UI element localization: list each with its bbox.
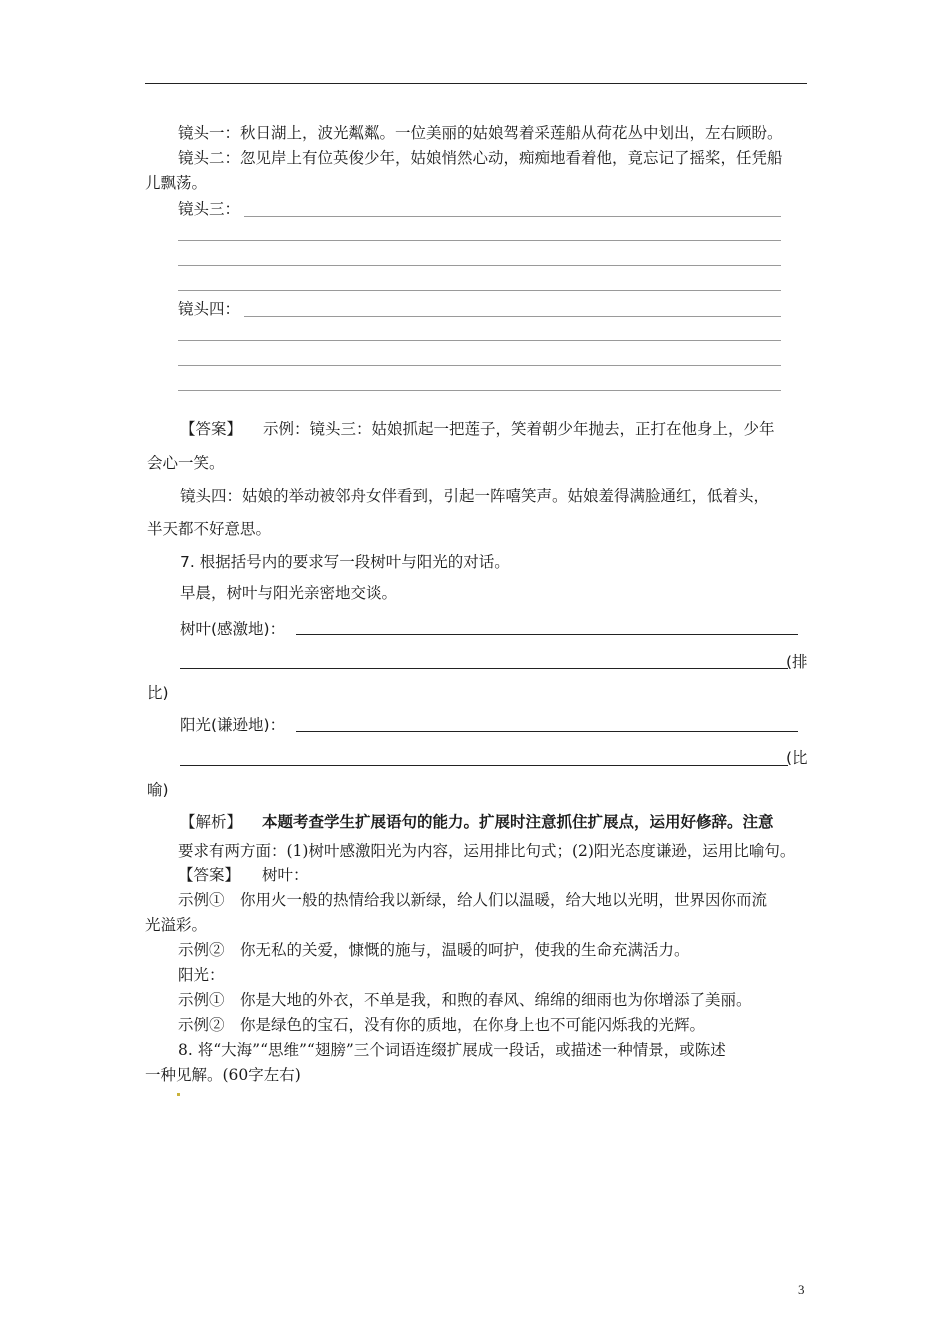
leaf-label: 树叶(感激地)： bbox=[180, 620, 286, 638]
shot-3-label: 镜头三： bbox=[178, 200, 241, 218]
answer-6-line: 示例：镜头三：姑娘抓起一把莲子，笑着朝少年抛去，正打在他身上，少年 bbox=[263, 420, 775, 438]
analysis-text: 本题考查学生扩展语句的能力。扩展时注意抓住扩展点，运用好修辞。注意 bbox=[262, 812, 774, 831]
leaf-answer-line[interactable] bbox=[296, 634, 798, 635]
shot-3-answer-line[interactable] bbox=[244, 216, 781, 217]
question-7-title: 7. 根据括号内的要求写一段树叶与阳光的对话。 bbox=[180, 553, 510, 571]
header-rule bbox=[145, 83, 807, 84]
shot-4-answer-line[interactable] bbox=[178, 365, 781, 366]
leaf-example-2: 示例② 你无私的关爱，慷慨的施与，温暖的呵护，使我的生命充满活力。 bbox=[178, 941, 690, 959]
sun-note: (比 bbox=[786, 749, 808, 767]
answer-7-tag: 【答案】 bbox=[178, 866, 241, 884]
shot-4-answer-line[interactable] bbox=[178, 340, 781, 341]
shot-2-text: 镜头二：忽见岸上有位英俊少年，姑娘悄然心动，痴痴地看着他，竟忘记了摇桨，任凭船 bbox=[178, 149, 783, 167]
stray-mark bbox=[177, 1093, 180, 1096]
shot-4-label: 镜头四： bbox=[178, 300, 241, 318]
sun-label: 阳光(谦逊地)： bbox=[180, 716, 286, 734]
answer-6-tag: 【答案】 bbox=[180, 420, 243, 438]
shot-3-answer-line[interactable] bbox=[178, 240, 781, 241]
page-number: 3 bbox=[798, 1282, 805, 1297]
shot-1-text: 镜头一：秋日湖上，波光粼粼。一位美丽的姑娘驾着采莲船从荷花丛中划出，左右顾盼。 bbox=[178, 124, 783, 142]
shot-2-text-cont: 儿飘荡。 bbox=[145, 174, 208, 192]
leaf-note: (排 bbox=[786, 653, 808, 671]
sun-answer-line[interactable] bbox=[180, 765, 788, 766]
analysis-tag: 【解析】 bbox=[180, 813, 243, 831]
leaf-example-1-cont: 光溢彩。 bbox=[145, 916, 208, 934]
sun-example-2: 示例② 你是绿色的宝石，没有你的质地，在你身上也不可能闪烁我的光辉。 bbox=[178, 1016, 706, 1034]
leaf-answer-line[interactable] bbox=[180, 668, 788, 669]
analysis-text-cont: 要求有两方面：(1)树叶感激阳光为内容，运用排比句式；(2)阳光态度谦逊，运用比喻句。 bbox=[178, 842, 796, 860]
answer-6-line: 半天都不好意思。 bbox=[147, 520, 272, 538]
answer-7-leaf-heading: 树叶： bbox=[262, 866, 309, 884]
shot-4-answer-line[interactable] bbox=[244, 316, 781, 317]
answer-6-line: 镜头四：姑娘的举动被邻舟女伴看到，引起一阵嘻笑声。姑娘羞得满脸通红，低着头， bbox=[180, 487, 770, 505]
leaf-example-1: 示例① 你用火一般的热情给我以新绿，给人们以温暖，给大地以光明，世界因你而流 bbox=[178, 891, 768, 909]
answer-7-sun-heading: 阳光： bbox=[178, 966, 225, 984]
question-8-text-cont: 一种见解。(60字左右) bbox=[145, 1066, 301, 1084]
sun-example-1: 示例① 你是大地的外衣，不单是我，和煦的春风、绵绵的细雨也为你增添了美丽。 bbox=[178, 991, 752, 1009]
answer-6-line: 会心一笑。 bbox=[147, 454, 225, 472]
question-8-text: 8. 将“大海”“思维”“翅膀”三个词语连缀扩展成一段话，或描述一种情景，或陈述 bbox=[178, 1041, 726, 1059]
sun-answer-line[interactable] bbox=[296, 731, 798, 732]
question-7-intro: 早晨，树叶与阳光亲密地交谈。 bbox=[180, 584, 398, 602]
sun-note-cont: 喻) bbox=[147, 781, 169, 799]
shot-3-answer-line[interactable] bbox=[178, 290, 781, 291]
shot-4-answer-line[interactable] bbox=[178, 390, 781, 391]
shot-3-answer-line[interactable] bbox=[178, 265, 781, 266]
leaf-note-cont: 比) bbox=[147, 684, 169, 702]
